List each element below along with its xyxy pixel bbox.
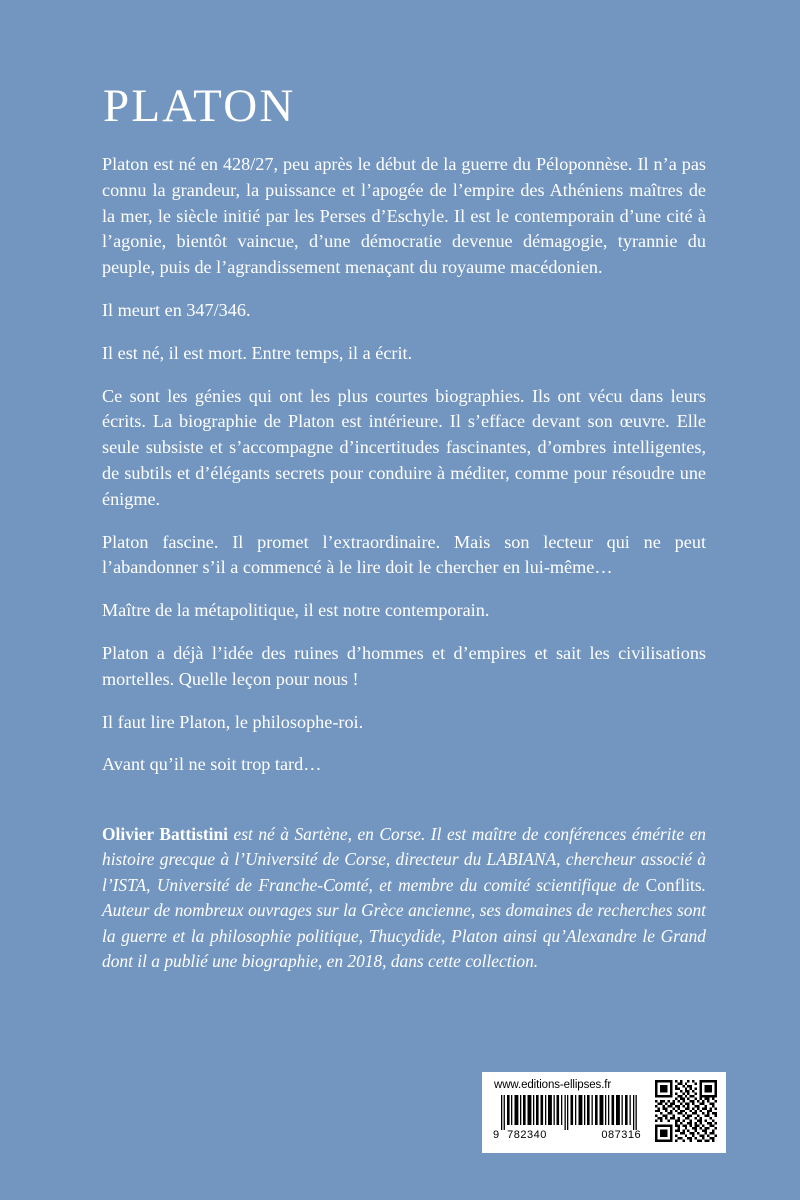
ean-main (501, 1095, 641, 1142)
blurb-paragraph: Il meurt en 347/346. (102, 299, 251, 320)
blurb-paragraph: Maître de la métapolitique, il est notre contemporain. (102, 600, 490, 621)
barcode-left-block (493, 1078, 655, 1142)
barcode-bars-icon (501, 1095, 641, 1130)
author-biography (102, 822, 706, 974)
publisher-url: www.editions-ellipses.fr (494, 1079, 612, 1091)
blurb-paragraph: Ce sont les génies qui ont les plus courtes biographies. Ils ont vécu dans leurs écrits. La biographie de Platon est intérieure. Il s’efface devant son œuvre. Elle seule subsiste et s’accompagne d’incertitudes fascinantes, d’ombres intelligentes, de subtils et d’élégants secrets pour conduire à méditer, comme pour résoudre une énigme. (102, 385, 706, 509)
blurb-paragraph: Il faut lire Platon, le philosophe-roi. (102, 711, 364, 732)
ean-digits (501, 1130, 641, 1142)
ean-lead-digit: 9 (493, 1129, 500, 1141)
author-name: Olivier Battistini (102, 824, 228, 844)
page-title: PLATON (103, 80, 296, 133)
qr-code-icon (655, 1080, 717, 1142)
blurb-paragraph: Avant qu’il ne soit trop tard… (102, 754, 322, 775)
author-bio-text-part1: est né à Sartène, en Corse. Il est maître de conférences émérite en histoire grecque à l’Université de Corse, directeur du LABIANA, chercheur associé à l’ISTA, Université de Franche-Comté, et membre du comité scientifique de (102, 824, 706, 895)
blurb-paragraph: Platon fascine. Il promet l’extraordinaire. Mais son lecteur qui ne peut l’abandonner s’il a commencé à le lire doit le chercher en lui-même… (102, 531, 706, 578)
ean13-barcode (493, 1094, 641, 1142)
ean-group-left: 782340 (507, 1129, 547, 1142)
blurb-paragraph: Il est né, il est mort. Entre temps, il a écrit. (102, 342, 413, 363)
author-bio-text-part2: . Auteur de nombreux ouvrages sur la Grèce ancienne, ses domaines de recherches sont la guerre et la philosophie politique, Thucydide, Platon ainsi qu’Alexandre le Grand dont il a publié une biographie, en 2018, dans cette collection. (102, 874, 706, 972)
barcode-label (482, 1072, 726, 1153)
blurb-paragraph: Platon est né en 428/27, peu après le début de la guerre du Péloponnèse. Il n’a pas connu la grandeur, la puissance et l’apogée de l’empire des Athéniens maîtres de la mer, le siècle initié par les Perses d’Eschyle. Il est le contemporain d’une cité à l’agonie, bientôt vaincue, d’une démocratie devenue démagogie, tyrannie du peuple, puis de l’agrandissement menaçant du royaume macédonien. (102, 154, 706, 278)
blurb-text (102, 152, 706, 778)
journal-title: Conflits (645, 874, 702, 895)
blurb-paragraph: Platon a déjà l’idée des ruines d’hommes et d’empires et sait les civilisations mortelles. Quelle leçon pour nous ! (102, 642, 706, 689)
ean-group-right: 087316 (601, 1129, 642, 1142)
